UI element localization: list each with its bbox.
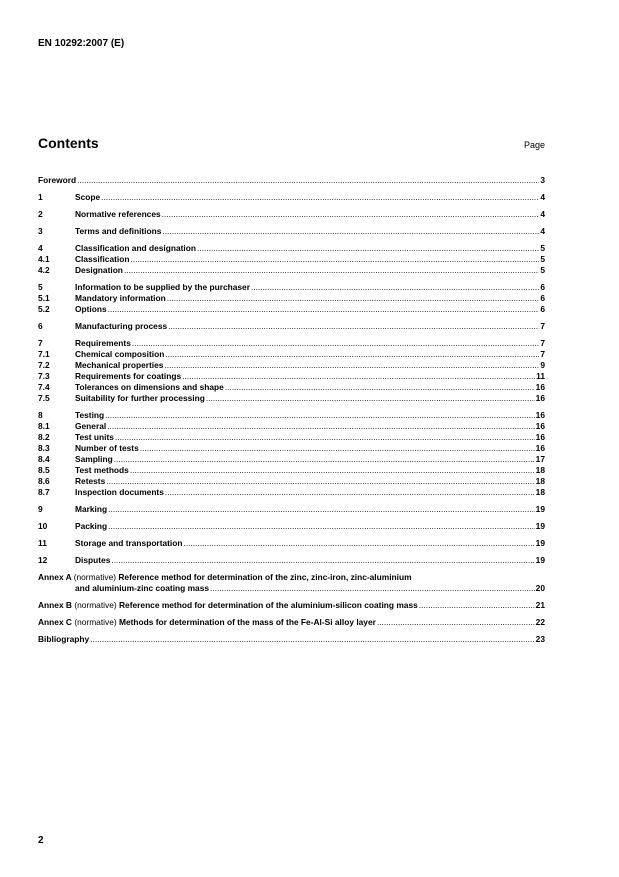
toc-entry-text: Storage and transportation [75,538,183,548]
toc-entry-text: Suitability for further processing [75,393,205,403]
dot-leader [165,487,535,498]
toc-page-number: 6 [540,293,545,303]
toc-entry-text: Tolerances on dimensions and shape [75,382,224,392]
dot-leader [115,432,535,443]
toc-entry-number: 1 [38,192,43,202]
annex-label: Annex B [38,600,72,610]
dot-leader [162,209,540,220]
toc-page-number: 19 [535,504,545,514]
dot-leader [182,371,535,382]
toc-annex-c[interactable] [38,617,545,628]
toc-entry[interactable] [38,293,545,304]
toc-entry-number: 5.1 [38,293,50,303]
toc-entry-number: 9 [38,504,43,514]
toc-entry[interactable] [38,349,545,360]
dot-leader [210,583,535,594]
toc-entry[interactable] [38,338,545,349]
dot-leader [130,465,535,476]
toc-entry[interactable] [38,360,545,371]
toc-entry-text: Options [75,304,107,314]
toc-entry[interactable] [38,454,545,465]
toc-page-number: 16 [535,421,545,431]
toc-entry[interactable] [38,555,545,566]
dot-leader [111,555,534,566]
toc-entry[interactable] [38,465,545,476]
toc-entry[interactable] [38,243,545,254]
dot-leader [206,393,535,404]
toc-entry[interactable] [38,432,545,443]
dot-leader [251,282,539,293]
toc-entry[interactable] [38,209,545,220]
toc-entry-text: Manufacturing process [75,321,168,331]
toc-entry-text: Packing [75,521,108,531]
toc-entry-text: Marking [75,504,108,514]
toc-entry-number: 12 [38,555,48,565]
toc-entry-number: 7.4 [38,382,50,392]
toc-entry-number: 10 [38,521,48,531]
toc-entry-text: Foreword [38,175,77,185]
toc-page-number: 5 [540,254,545,264]
toc-entry[interactable] [38,175,545,186]
dot-leader [419,600,535,611]
toc-entry-text: Scope [75,192,101,202]
annex-title: Reference method for determination of the aluminium-silicon coating mass [119,600,418,610]
toc-entry-text: Mandatory information [75,293,166,303]
toc-entry-number: 4 [38,243,43,253]
annex-title-continued: and aluminium-zinc coating mass [75,583,210,593]
toc-bibliography[interactable] [38,634,545,645]
dot-leader [130,254,539,265]
toc-entry-text: Testing [75,410,105,420]
toc-entry[interactable] [38,304,545,315]
dot-leader [108,521,535,532]
annex-label: Annex A [38,572,72,582]
dot-leader [106,476,534,487]
annex-kind: (normative) [74,600,117,610]
toc-entry-text: Inspection documents [75,487,164,497]
toc-entry-number: 8.6 [38,476,50,486]
toc-entry-number: 8.7 [38,487,50,497]
toc-page-number: 16 [535,432,545,442]
dot-leader [164,360,539,371]
toc-page-number: 9 [540,360,545,370]
toc-page-number: 16 [535,443,545,453]
toc-page-number: 6 [540,282,545,292]
toc-page-number: 19 [535,555,545,565]
page-title: Contents [38,135,99,151]
dot-leader [132,338,539,349]
dot-leader [90,634,534,645]
toc-page-number: 4 [540,192,545,202]
dot-leader [225,382,535,393]
toc-entry-number: 8.5 [38,465,50,475]
toc-page-number: 17 [535,454,545,464]
toc-entry[interactable] [38,382,545,393]
toc-page-number: 21 [535,600,545,610]
dot-leader [168,321,539,332]
toc-page-number: 16 [535,393,545,403]
toc-page-number: 18 [535,465,545,475]
toc-page-number: 16 [535,410,545,420]
dot-leader [114,454,535,465]
toc-entry-text: Terms and definitions [75,226,162,236]
toc-entry[interactable] [38,265,545,276]
toc-page-number: 11 [536,371,545,381]
toc-page-number: 3 [540,175,545,185]
toc-entry-number: 5 [38,282,43,292]
toc-entry[interactable] [38,421,545,432]
toc-entry[interactable] [38,321,545,332]
toc-entry-number: 7.2 [38,360,50,370]
toc-entry[interactable] [38,538,545,549]
toc-entry-number: 8.1 [38,421,50,431]
dot-leader [197,243,539,254]
toc-page-number: 6 [540,304,545,314]
toc-entry-text: Sampling [75,454,113,464]
toc-page-number: 4 [540,209,545,219]
dot-leader [165,349,539,360]
toc-entry-text: Test units [75,432,114,442]
toc-entry-text: Test methods [75,465,129,475]
toc-entry-text: Classification and designation [75,243,196,253]
toc-page-number: 4 [540,226,545,236]
toc-entry-text: Bibliography [38,634,90,644]
toc-page-number: 20 [535,583,545,593]
document-header: EN 10292:2007 (E) [38,38,125,49]
dot-leader [167,293,540,304]
toc-page-number: 7 [540,349,545,359]
toc-entry-number: 11 [38,538,47,548]
toc-entry-number: 8.2 [38,432,50,442]
toc-entry[interactable] [38,487,545,498]
dot-leader [162,226,539,237]
toc-entry-text: Disputes [75,555,111,565]
toc-entry-text: Information to be supplied by the purchaser [75,282,250,292]
toc-entry-text: General [75,421,107,431]
page-column-label: Page [523,140,545,150]
toc-entry-text: Normative references [75,209,161,219]
toc-entry[interactable] [38,192,545,203]
toc-entry-number: 7 [38,338,43,348]
toc-entry-number: 7.5 [38,393,50,403]
dot-leader [108,504,535,515]
toc-entry-number: 4.2 [38,265,50,275]
dot-leader [184,538,535,549]
toc-entry-text: Number of tests [75,443,139,453]
dot-leader [107,421,534,432]
dot-leader [101,192,539,203]
toc-entry[interactable] [38,443,545,454]
toc-page-number: 22 [535,617,545,627]
toc-annex-a[interactable] [38,572,545,594]
table-of-contents [38,175,545,645]
toc-entry-number: 7.3 [38,371,50,381]
toc-entry[interactable] [38,254,545,265]
toc-entry-text: Designation [75,265,123,275]
toc-entry-text: Retests [75,476,106,486]
annex-title: Reference method for determination of the zinc, zinc-iron, zinc-aluminium [118,572,412,582]
dot-leader [105,410,535,421]
toc-entry[interactable] [38,226,545,237]
toc-entry[interactable] [38,521,545,532]
toc-page-number: 18 [535,487,545,497]
annex-kind: (normative) [74,617,117,627]
dot-leader [140,443,535,454]
toc-entry[interactable] [38,282,545,293]
toc-entry-text: Chemical composition [75,349,165,359]
toc-entry-number: 4.1 [38,254,50,264]
toc-entry[interactable] [38,393,545,404]
toc-entry[interactable] [38,371,545,382]
toc-entry-number: 5.2 [38,304,50,314]
toc-page-number: 5 [540,265,545,275]
toc-page-number: 19 [535,538,545,548]
toc-page-number: 19 [535,521,545,531]
toc-entry-number: 8 [38,410,43,420]
toc-page-number: 16 [535,382,545,392]
toc-entry-text: Requirements [75,338,131,348]
dot-leader [124,265,539,276]
toc-entry[interactable] [38,476,545,487]
toc-entry-number: 8.3 [38,443,50,453]
toc-page-number: 18 [535,476,545,486]
toc-page-number: 7 [540,338,545,348]
annex-title: Methods for determination of the mass of the Fe-Al-Si alloy layer [119,617,376,627]
toc-page-number: 7 [540,321,545,331]
toc-entry[interactable] [38,504,545,515]
toc-entry[interactable] [38,410,545,421]
toc-entry-text: Requirements for coatings [75,371,182,381]
toc-entry-number: 8.4 [38,454,50,464]
toc-entry-number: 7.1 [38,349,50,359]
toc-annex-b[interactable] [38,600,545,611]
toc-entry-text: Mechanical properties [75,360,164,370]
annex-label: Annex C [38,617,72,627]
toc-page-number: 23 [535,634,545,644]
dot-leader [77,175,539,186]
dot-leader [377,617,535,628]
toc-entry-text: Classification [75,254,130,264]
toc-entry-number: 3 [38,226,43,236]
page-number: 2 [38,835,44,846]
toc-page-number: 5 [540,243,545,253]
toc-entry-number: 6 [38,321,43,331]
dot-leader [108,304,540,315]
toc-entry-number: 2 [38,209,43,219]
annex-kind: (normative) [73,572,117,582]
